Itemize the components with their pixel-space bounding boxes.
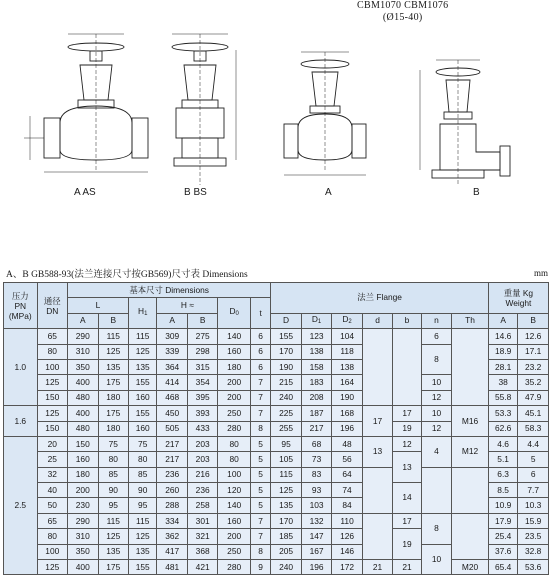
table-row bbox=[4, 436, 549, 451]
cell-l-b: 115 bbox=[98, 513, 128, 528]
table-row bbox=[4, 406, 549, 421]
cell-h1: 125 bbox=[128, 344, 156, 359]
cell-h1: 125 bbox=[128, 529, 156, 544]
cell-h1: 155 bbox=[128, 406, 156, 421]
cell-l-b: 175 bbox=[98, 406, 128, 421]
cell-h-a: 414 bbox=[157, 375, 187, 390]
cell-weight-b: 15.9 bbox=[518, 513, 549, 528]
cell-d: 125 bbox=[271, 483, 301, 498]
cell-h-b: 368 bbox=[187, 544, 217, 559]
cell-h-b: 203 bbox=[187, 452, 217, 467]
header-d1: D1 bbox=[301, 313, 331, 328]
cell-d1: 83 bbox=[301, 467, 331, 482]
cell-d: 95 bbox=[271, 436, 301, 451]
cell-n: 8 bbox=[421, 513, 451, 544]
cell-weight-b: 23.2 bbox=[518, 359, 549, 374]
cell-h1: 135 bbox=[128, 544, 156, 559]
cell-d1: 187 bbox=[301, 406, 331, 421]
cell-n: 12 bbox=[421, 421, 451, 436]
cell-weight-b: 32.8 bbox=[518, 544, 549, 559]
cell-l-a: 400 bbox=[68, 406, 98, 421]
cell-d2: 164 bbox=[332, 375, 362, 390]
cell-l-a: 350 bbox=[68, 544, 98, 559]
cell-d0: 120 bbox=[218, 483, 251, 498]
cell-d2: 168 bbox=[332, 406, 362, 421]
cell-n: 10 bbox=[421, 375, 451, 390]
cell-d1: 93 bbox=[301, 483, 331, 498]
cell-weight-a: 8.5 bbox=[488, 483, 517, 498]
cell-d0: 140 bbox=[218, 498, 251, 513]
cell-weight-a: 6.3 bbox=[488, 467, 517, 482]
header-b: b bbox=[393, 313, 421, 328]
cell-weight-a: 14.6 bbox=[488, 329, 517, 344]
cell-l-a: 310 bbox=[68, 344, 98, 359]
cell-h1: 85 bbox=[128, 467, 156, 482]
table-caption: A、B GB588-93(法兰连接尺寸按GB569)尺寸表 Dimensions bbox=[6, 270, 248, 280]
cell-d0: 80 bbox=[218, 452, 251, 467]
cell-l-b: 95 bbox=[98, 498, 128, 513]
header-l-b: B bbox=[98, 313, 128, 328]
cell-n: 4 bbox=[421, 436, 451, 467]
cell-b: 17 bbox=[393, 513, 421, 528]
cell-dn: 150 bbox=[37, 390, 67, 405]
cell-d2: 172 bbox=[332, 560, 362, 575]
cell-d: 255 bbox=[271, 421, 301, 436]
cell-n: 10 bbox=[421, 544, 451, 575]
cell-d2: 110 bbox=[332, 513, 362, 528]
cell-d: 105 bbox=[271, 452, 301, 467]
cell-dn: 80 bbox=[37, 529, 67, 544]
cell-l-b: 75 bbox=[98, 436, 128, 451]
cell-l-b: 115 bbox=[98, 329, 128, 344]
cell-h-b: 395 bbox=[187, 390, 217, 405]
cell-dn: 125 bbox=[37, 406, 67, 421]
cell-n bbox=[421, 467, 451, 513]
cell-b: 12 bbox=[393, 436, 421, 451]
cell-h-b: 203 bbox=[187, 436, 217, 451]
header-weight-a: A bbox=[488, 313, 517, 328]
cell-weight-b: 53.6 bbox=[518, 560, 549, 575]
cell-h1: 155 bbox=[128, 375, 156, 390]
cell-h1: 135 bbox=[128, 359, 156, 374]
cell-d0: 200 bbox=[218, 529, 251, 544]
header-d: D bbox=[271, 313, 301, 328]
cell-l-b: 175 bbox=[98, 560, 128, 575]
cell-h-b: 275 bbox=[187, 329, 217, 344]
cell-dn: 50 bbox=[37, 498, 67, 513]
cell-weight-a: 17.9 bbox=[488, 513, 517, 528]
cell-h-b: 216 bbox=[187, 467, 217, 482]
cell-d2: 48 bbox=[332, 436, 362, 451]
cell-d1: 167 bbox=[301, 544, 331, 559]
cell-h1: 115 bbox=[128, 329, 156, 344]
cell-d1: 158 bbox=[301, 359, 331, 374]
cell-d: 170 bbox=[271, 513, 301, 528]
cell-h-a: 217 bbox=[157, 452, 187, 467]
caption-a: A bbox=[325, 187, 332, 198]
cell-weight-a: 28.1 bbox=[488, 359, 517, 374]
valve-drawing-b-bs bbox=[172, 34, 236, 185]
header-weight: 重量 Kg Weight bbox=[488, 283, 548, 314]
cell-d0: 200 bbox=[218, 390, 251, 405]
cell-t: 8 bbox=[250, 544, 270, 559]
pressure-cell: 1.0 bbox=[4, 329, 38, 406]
cell-weight-a: 10.9 bbox=[488, 498, 517, 513]
cell-weight-b: 12.6 bbox=[518, 329, 549, 344]
cell-h-b: 421 bbox=[187, 560, 217, 575]
cell-b: 13 bbox=[393, 452, 421, 483]
cell-th: M12 bbox=[452, 436, 489, 467]
cell-h-b: 315 bbox=[187, 359, 217, 374]
cell-d1: 73 bbox=[301, 452, 331, 467]
cell-d0: 80 bbox=[218, 436, 251, 451]
caption-a-as: A AS bbox=[74, 187, 96, 198]
cell-t: 5 bbox=[250, 483, 270, 498]
cell-b: 17 bbox=[393, 406, 421, 421]
cell-weight-b: 17.1 bbox=[518, 344, 549, 359]
cell-d: 155 bbox=[271, 329, 301, 344]
cell-l-b: 125 bbox=[98, 529, 128, 544]
cell-th bbox=[452, 513, 489, 559]
cell-d0: 160 bbox=[218, 344, 251, 359]
cell-l-b: 135 bbox=[98, 544, 128, 559]
cell-l-b: 175 bbox=[98, 375, 128, 390]
cell-d: 205 bbox=[271, 544, 301, 559]
cell-l-a: 310 bbox=[68, 529, 98, 544]
cell-weight-a: 62.6 bbox=[488, 421, 517, 436]
cell-d0: 250 bbox=[218, 406, 251, 421]
cell-l-a: 160 bbox=[68, 452, 98, 467]
cell-d: 170 bbox=[271, 344, 301, 359]
valve-drawing-b bbox=[420, 60, 510, 185]
cell-weight-b: 7.7 bbox=[518, 483, 549, 498]
cell-dn: 80 bbox=[37, 344, 67, 359]
cell-small-d: 13 bbox=[362, 436, 392, 467]
cell-d: 240 bbox=[271, 560, 301, 575]
model-line-2: (Ø15-40) bbox=[382, 12, 423, 23]
cell-d: 225 bbox=[271, 406, 301, 421]
cell-h-a: 417 bbox=[157, 544, 187, 559]
cell-h-a: 468 bbox=[157, 390, 187, 405]
cell-d1: 103 bbox=[301, 498, 331, 513]
cell-weight-a: 5.1 bbox=[488, 452, 517, 467]
cell-d0: 200 bbox=[218, 375, 251, 390]
cell-small-d bbox=[362, 467, 392, 513]
pressure-cell: 2.5 bbox=[4, 436, 38, 575]
cell-weight-b: 47.9 bbox=[518, 390, 549, 405]
cell-weight-b: 58.3 bbox=[518, 421, 549, 436]
cell-d2: 196 bbox=[332, 421, 362, 436]
cell-dn: 65 bbox=[37, 329, 67, 344]
table-row bbox=[4, 329, 549, 344]
cell-h1: 160 bbox=[128, 421, 156, 436]
units-label: mm bbox=[534, 268, 549, 278]
table-row bbox=[4, 513, 549, 528]
cell-d0: 280 bbox=[218, 560, 251, 575]
cell-l-b: 80 bbox=[98, 452, 128, 467]
cell-d1: 208 bbox=[301, 390, 331, 405]
cell-n: 8 bbox=[421, 344, 451, 375]
cell-weight-b: 45.1 bbox=[518, 406, 549, 421]
cell-l-a: 350 bbox=[68, 359, 98, 374]
cell-weight-a: 53.3 bbox=[488, 406, 517, 421]
cell-l-a: 150 bbox=[68, 436, 98, 451]
cell-d0: 140 bbox=[218, 329, 251, 344]
cell-weight-a: 25.4 bbox=[488, 529, 517, 544]
cell-t: 7 bbox=[250, 390, 270, 405]
cell-weight-b: 5 bbox=[518, 452, 549, 467]
header-small-d: d bbox=[362, 313, 392, 328]
cell-h-b: 393 bbox=[187, 406, 217, 421]
cell-d1: 138 bbox=[301, 344, 331, 359]
cell-l-a: 290 bbox=[68, 329, 98, 344]
header-l-a: A bbox=[68, 313, 98, 328]
header-t: t bbox=[250, 298, 270, 329]
cell-dn: 65 bbox=[37, 513, 67, 528]
dimensions-table bbox=[3, 282, 549, 575]
cell-t: 5 bbox=[250, 452, 270, 467]
cell-d2: 126 bbox=[332, 529, 362, 544]
cell-h1: 90 bbox=[128, 483, 156, 498]
cell-d1: 132 bbox=[301, 513, 331, 528]
cell-dn: 150 bbox=[37, 421, 67, 436]
cell-l-b: 85 bbox=[98, 467, 128, 482]
cell-weight-b: 6 bbox=[518, 467, 549, 482]
cell-th: M16 bbox=[452, 406, 489, 437]
cell-t: 7 bbox=[250, 529, 270, 544]
cell-h1: 95 bbox=[128, 498, 156, 513]
cell-l-a: 480 bbox=[68, 390, 98, 405]
cell-small-d: 21 bbox=[362, 560, 392, 575]
header-pressure: 压力 PN (MPa) bbox=[4, 283, 38, 329]
cell-t: 7 bbox=[250, 513, 270, 528]
cell-h-b: 321 bbox=[187, 529, 217, 544]
cell-h1: 80 bbox=[128, 452, 156, 467]
cell-d: 115 bbox=[271, 467, 301, 482]
cell-l-a: 290 bbox=[68, 513, 98, 528]
cell-small-d bbox=[362, 329, 392, 406]
cell-th bbox=[452, 329, 489, 406]
cell-weight-a: 65.4 bbox=[488, 560, 517, 575]
table-row bbox=[4, 560, 549, 575]
cell-h-a: 334 bbox=[157, 513, 187, 528]
header-d0: D0 bbox=[218, 298, 251, 329]
cell-weight-a: 37.6 bbox=[488, 544, 517, 559]
cell-weight-b: 23.5 bbox=[518, 529, 549, 544]
cell-h-a: 481 bbox=[157, 560, 187, 575]
cell-h-a: 505 bbox=[157, 421, 187, 436]
cell-h1: 155 bbox=[128, 560, 156, 575]
cell-h1: 115 bbox=[128, 513, 156, 528]
cell-h-a: 362 bbox=[157, 529, 187, 544]
cell-dn: 20 bbox=[37, 436, 67, 451]
pressure-cell: 1.6 bbox=[4, 406, 38, 437]
cell-l-b: 180 bbox=[98, 390, 128, 405]
cell-dn: 40 bbox=[37, 483, 67, 498]
cell-t: 5 bbox=[250, 467, 270, 482]
cell-d2: 146 bbox=[332, 544, 362, 559]
cell-d0: 100 bbox=[218, 467, 251, 482]
cell-d: 185 bbox=[271, 529, 301, 544]
cell-l-a: 230 bbox=[68, 498, 98, 513]
cell-b: 19 bbox=[393, 529, 421, 560]
cell-d: 240 bbox=[271, 390, 301, 405]
cell-b: 14 bbox=[393, 483, 421, 514]
cell-h-b: 354 bbox=[187, 375, 217, 390]
valve-drawing-a-as bbox=[24, 34, 148, 172]
cell-t: 5 bbox=[250, 498, 270, 513]
cell-weight-a: 38 bbox=[488, 375, 517, 390]
cell-weight-a: 55.8 bbox=[488, 390, 517, 405]
cell-dn: 100 bbox=[37, 359, 67, 374]
table-row bbox=[4, 467, 549, 482]
cell-h1: 160 bbox=[128, 390, 156, 405]
cell-h-a: 309 bbox=[157, 329, 187, 344]
cell-d2: 74 bbox=[332, 483, 362, 498]
cell-d0: 280 bbox=[218, 421, 251, 436]
header-weight-b: B bbox=[518, 313, 549, 328]
header-h1: H1 bbox=[128, 298, 156, 329]
cell-h-a: 217 bbox=[157, 436, 187, 451]
header-h: H ≈ bbox=[157, 298, 218, 313]
cell-h-a: 339 bbox=[157, 344, 187, 359]
cell-t: 6 bbox=[250, 329, 270, 344]
cell-l-a: 400 bbox=[68, 375, 98, 390]
cell-d: 190 bbox=[271, 359, 301, 374]
cell-dn: 125 bbox=[37, 560, 67, 575]
cell-n: 6 bbox=[421, 329, 451, 344]
cell-h-b: 433 bbox=[187, 421, 217, 436]
cell-h-b: 236 bbox=[187, 483, 217, 498]
cell-d2: 56 bbox=[332, 452, 362, 467]
header-dn: 通径 DN bbox=[37, 283, 67, 329]
header-h-b: B bbox=[187, 313, 217, 328]
cell-h-a: 450 bbox=[157, 406, 187, 421]
cell-dn: 125 bbox=[37, 375, 67, 390]
cell-d1: 183 bbox=[301, 375, 331, 390]
header-basic-dimensions: 基本尺寸 Dimensions bbox=[68, 283, 271, 298]
cell-dn: 25 bbox=[37, 452, 67, 467]
cell-t: 5 bbox=[250, 436, 270, 451]
cell-d0: 180 bbox=[218, 359, 251, 374]
cell-l-b: 125 bbox=[98, 344, 128, 359]
header-th: Th bbox=[452, 313, 489, 328]
cell-l-b: 180 bbox=[98, 421, 128, 436]
cell-d2: 190 bbox=[332, 390, 362, 405]
caption-b: B bbox=[473, 187, 480, 198]
cell-n: 12 bbox=[421, 390, 451, 405]
cell-d0: 250 bbox=[218, 544, 251, 559]
cell-l-b: 90 bbox=[98, 483, 128, 498]
cell-n: 10 bbox=[421, 406, 451, 421]
header-h-a: A bbox=[157, 313, 187, 328]
cell-weight-a: 18.9 bbox=[488, 344, 517, 359]
cell-d2: 84 bbox=[332, 498, 362, 513]
cell-dn: 100 bbox=[37, 544, 67, 559]
cell-h-b: 258 bbox=[187, 498, 217, 513]
model-line-1: CBM1070 CBM1076 bbox=[357, 0, 449, 11]
cell-l-a: 400 bbox=[68, 560, 98, 575]
cell-l-a: 480 bbox=[68, 421, 98, 436]
cell-d1: 196 bbox=[301, 560, 331, 575]
header-flange: 法兰 Flange bbox=[271, 283, 489, 314]
cell-t: 8 bbox=[250, 421, 270, 436]
valve-drawings bbox=[0, 20, 551, 190]
cell-t: 9 bbox=[250, 560, 270, 575]
header-l: L bbox=[68, 298, 129, 313]
cell-l-b: 135 bbox=[98, 359, 128, 374]
cell-d1: 147 bbox=[301, 529, 331, 544]
table-body bbox=[4, 329, 549, 575]
cell-h-b: 301 bbox=[187, 513, 217, 528]
cell-h-a: 364 bbox=[157, 359, 187, 374]
valve-drawing-a bbox=[284, 52, 366, 175]
cell-d2: 104 bbox=[332, 329, 362, 344]
cell-small-d: 17 bbox=[362, 406, 392, 437]
cell-weight-b: 4.4 bbox=[518, 436, 549, 451]
caption-b-bs: B BS bbox=[184, 187, 207, 198]
cell-h1: 75 bbox=[128, 436, 156, 451]
cell-t: 7 bbox=[250, 406, 270, 421]
cell-h-a: 236 bbox=[157, 467, 187, 482]
cell-weight-b: 35.2 bbox=[518, 375, 549, 390]
cell-t: 6 bbox=[250, 359, 270, 374]
cell-d1: 217 bbox=[301, 421, 331, 436]
cell-dn: 32 bbox=[37, 467, 67, 482]
cell-b bbox=[393, 329, 421, 406]
cell-h-b: 298 bbox=[187, 344, 217, 359]
cell-t: 7 bbox=[250, 375, 270, 390]
cell-d2: 138 bbox=[332, 359, 362, 374]
cell-weight-a: 4.6 bbox=[488, 436, 517, 451]
header-n: n bbox=[421, 313, 451, 328]
cell-d2: 118 bbox=[332, 344, 362, 359]
cell-l-a: 180 bbox=[68, 467, 98, 482]
cell-b: 19 bbox=[393, 421, 421, 436]
cell-h-a: 260 bbox=[157, 483, 187, 498]
cell-d: 135 bbox=[271, 498, 301, 513]
cell-d1: 68 bbox=[301, 436, 331, 451]
cell-d: 215 bbox=[271, 375, 301, 390]
cell-d1: 123 bbox=[301, 329, 331, 344]
cell-d0: 160 bbox=[218, 513, 251, 528]
cell-t: 6 bbox=[250, 344, 270, 359]
cell-h-a: 288 bbox=[157, 498, 187, 513]
header-d2: D2 bbox=[332, 313, 362, 328]
cell-th: M20 bbox=[452, 560, 489, 575]
cell-d2: 64 bbox=[332, 467, 362, 482]
cell-weight-b: 10.3 bbox=[518, 498, 549, 513]
cell-th bbox=[452, 467, 489, 513]
cell-b: 21 bbox=[393, 560, 421, 575]
cell-l-a: 200 bbox=[68, 483, 98, 498]
cell-small-d bbox=[362, 513, 392, 559]
